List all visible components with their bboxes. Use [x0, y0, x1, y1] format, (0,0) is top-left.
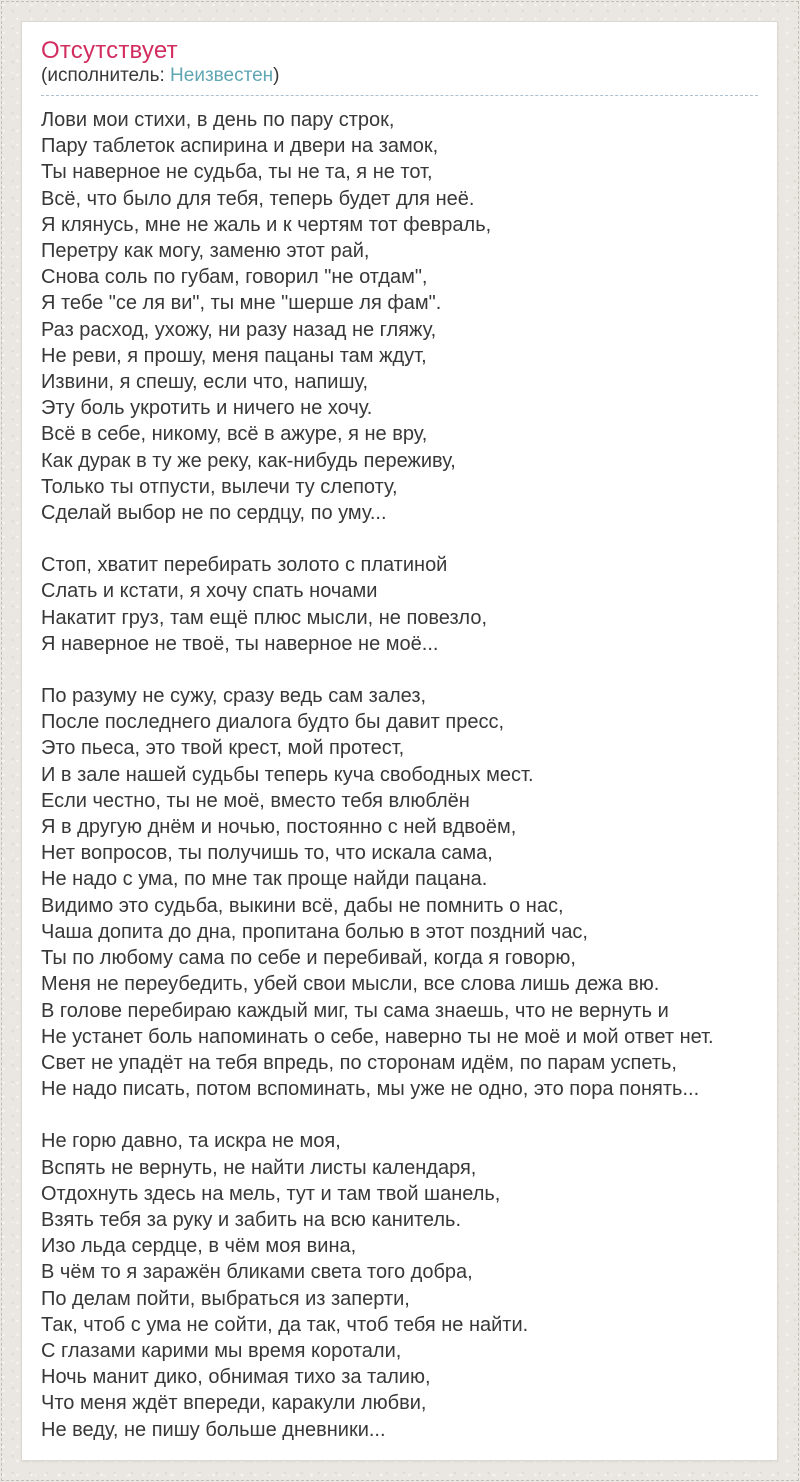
lyrics-stanza: Стоп, хватит перебирать золото с платиной Слать и кстати, я хочу спать ночами Накатит груз, там ещё плюс мысли, не повезло, Я наверное не твоё, ты наверное не моё...: [41, 554, 488, 655]
artist-line: [41, 64, 758, 88]
lyrics-stanza: По разуму не сужу, сразу ведь сам залез, После последнего диалога будто бы давит пресс, Это пьеса, это твой крест, мой протест, И в зале нашей судьбы теперь куча свободных мест. Если честно, ты не моё, вместо тебя влюблён Я в другую днём и ночью, постоянно с ней вдвоём, Нет вопросов, ты получишь то, что искала сама, Не надо с ума, по мне так проще найди пацана. Видимо это судьба, выкини всё, дабы не помнить о нас, Чаша допита до дна, пропитана болью в этот поздний час, Ты по любому сама по себе и перебивай, когда я говорю, Меня не переубедить, убей свои мысли, все слова лишь дежа вю. В голове перебираю каждый миг, ты сама знаешь, что не вернуть и Не устанет боль напоминать о себе, наверно ты не моё и мой ответ нет. Свет не упадёт на тебя впредь, по сторонам идём, по парам успеть, Не надо писать, потом вспоминать, мы уже не одно, это пора понять...: [41, 685, 714, 1101]
lyrics-text: [41, 107, 758, 1443]
lyrics-stanza: Не горю давно, та искра не моя, Вспять не вернуть, не найти листы календаря, Отдохнуть здесь на мель, тут и там твой шанель, Взять тебя за руку и забить на всю канитель. Изо льда сердце, в чём моя вина, В чём то я заражён бликами света того добра, По делам пойти, выбраться из заперти, Так, чтоб с ума не сойти, да так, чтоб тебя не найти. С глазами карими мы время коротали, Ночь манит дико, обнимая тихо за талию, Что меня ждёт впереди, каракули любви, Не веду, не пишу больше дневники...: [41, 1130, 529, 1441]
artist-label-prefix: (исполнитель:: [41, 65, 171, 86]
artist-label-suffix: ): [273, 65, 280, 86]
song-title: Отсутствует: [41, 37, 178, 64]
song-header: [41, 38, 758, 96]
lyrics-stanza: Лови мои стихи, в день по пару строк, Пару таблеток аспирина и двери на замок, Ты наверное не судьба, ты не та, я не тот, Всё, что было для тебя, теперь будет для неё. Я клянусь, мне не жаль и к чертям тот февраль, Перетру как могу, заменю этот рай, Снова соль по губам, говорил "не отдам", Я тебе "се ля ви", ты мне "шерше ля фам". Раз расход, ухожу, ни разу назад не гляжу, Не реви, я прошу, меня пацаны там ждут, Извини, я спешу, если что, напишу, Эту боль укротить и ничего не хочу. Всё в себе, никому, всё в ажуре, я не вру, Как дурак в ту же реку, как-нибудь переживу, Только ты отпусти, вылечи ту слепоту, Сделай выбор не по сердцу, по уму...: [41, 109, 492, 525]
artist-link[interactable]: Неизвестен: [170, 65, 274, 86]
lyrics-card: [21, 21, 778, 1461]
